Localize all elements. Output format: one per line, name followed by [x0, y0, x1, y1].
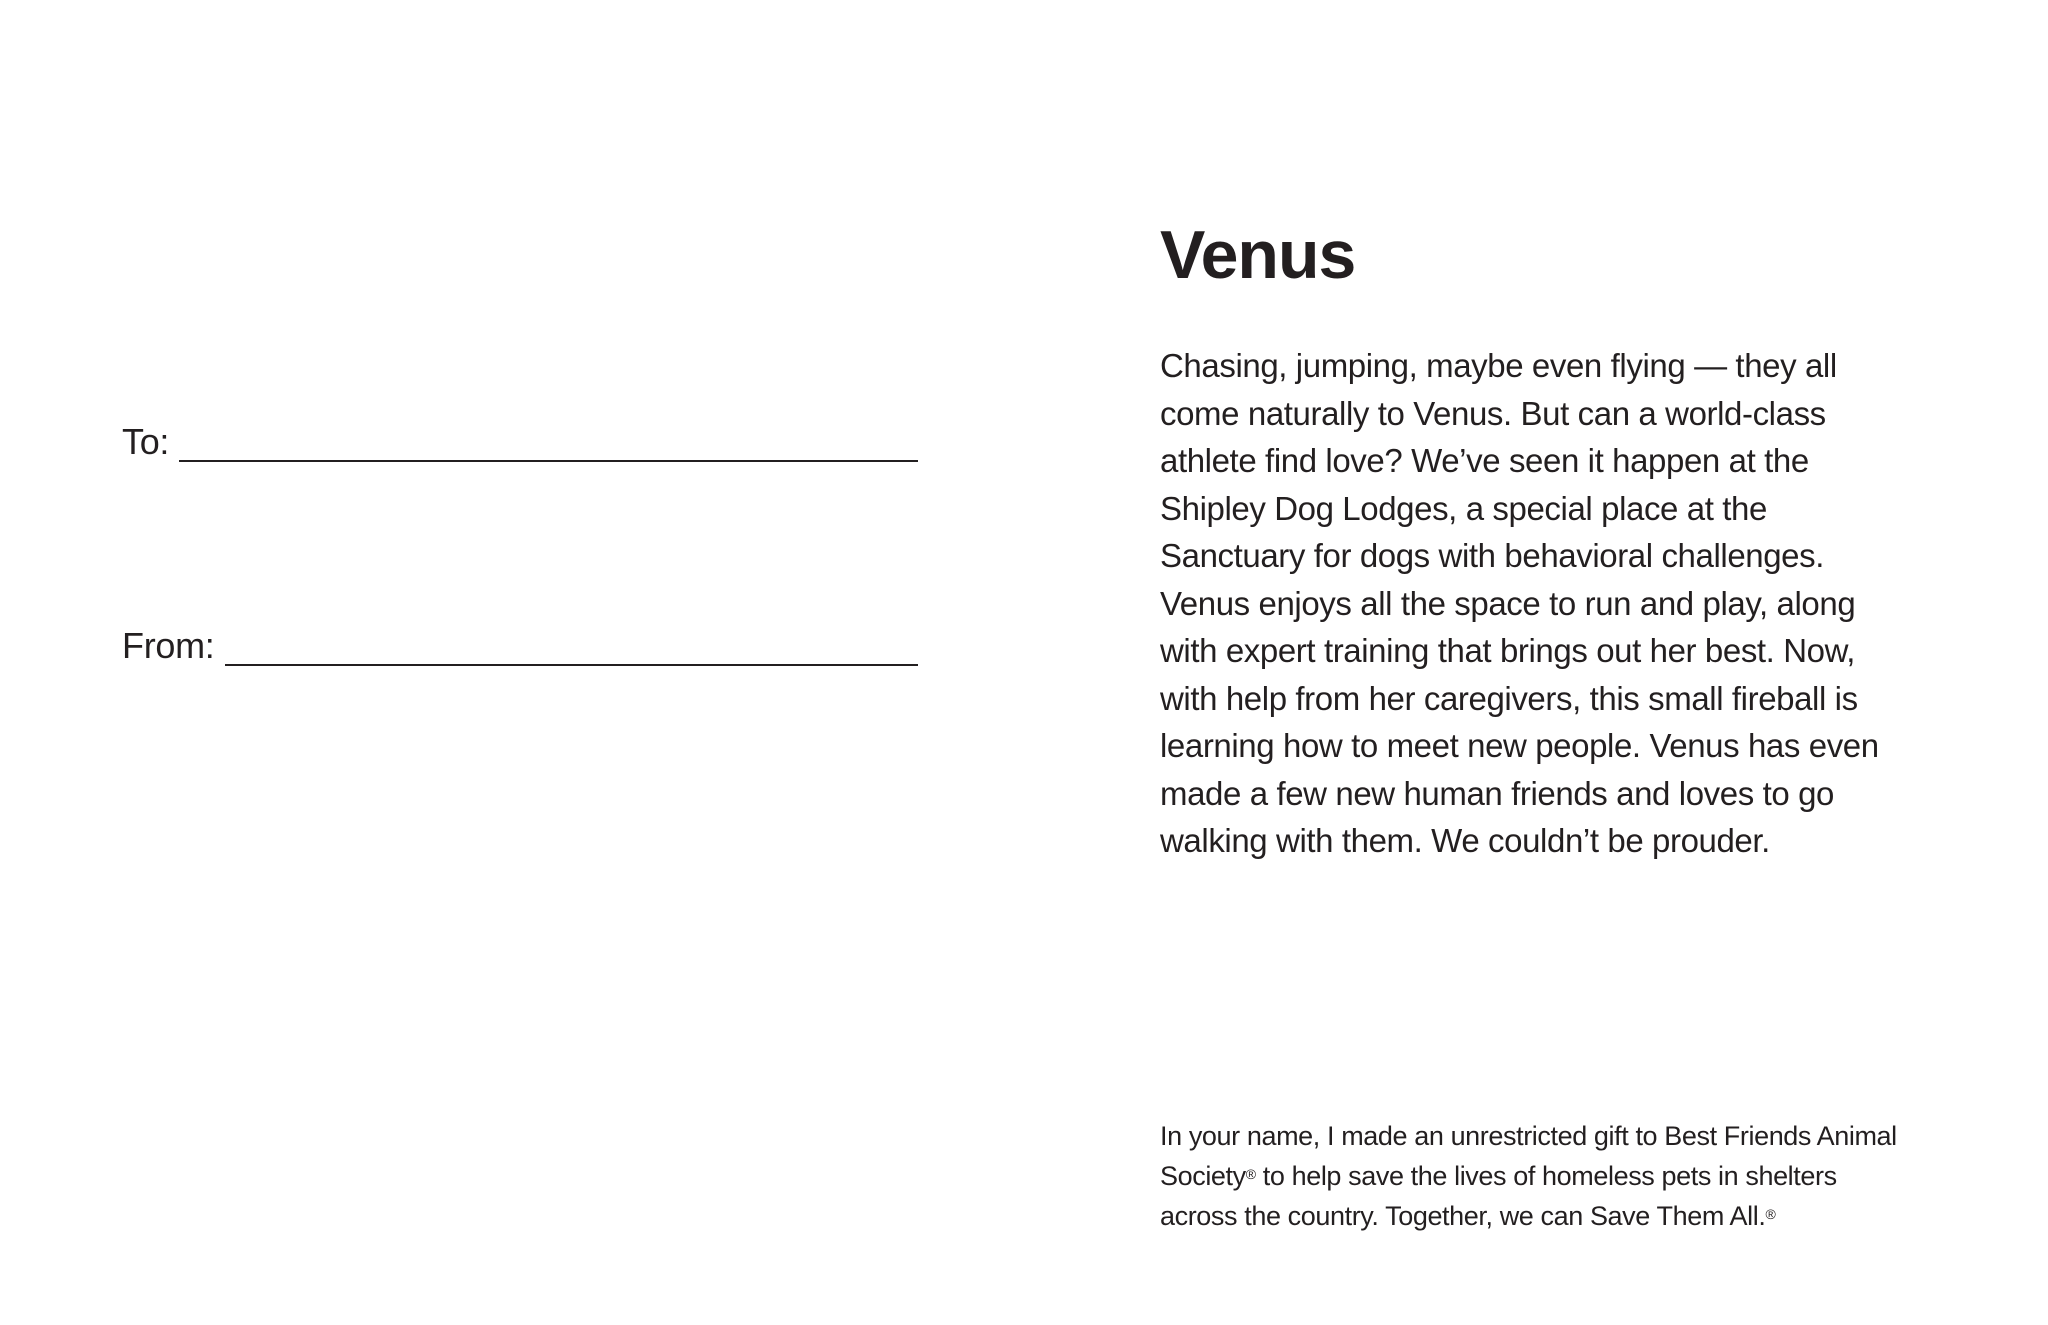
to-write-line [179, 459, 918, 462]
gift-note [1160, 1116, 1920, 1236]
registered-mark: ® [1765, 1206, 1776, 1222]
from-label: From: [122, 625, 215, 666]
registered-mark: ® [1245, 1166, 1256, 1182]
from-write-line [225, 663, 919, 666]
dog-name-heading: Venus [1160, 217, 1356, 293]
gift-note-text-2: to help save the lives of homeless pets in shelters across the country. Together, we can Save Them All. [1160, 1161, 1837, 1231]
to-label: To: [122, 421, 170, 462]
to-field-row [122, 408, 918, 468]
gift-note-text-1: In your name, I made an unrestricted gift to Best Friends Animal Society [1160, 1121, 1897, 1191]
from-field-row [122, 612, 918, 672]
dog-story-paragraph: Chasing, jumping, maybe even flying — they all come naturally to Venus. But can a world-class athlete find love? We’ve seen it happen at the Shipley Dog Lodges, a special place at the Sanctuary for dogs with behavioral challenges. Venus enjoys all the space to run and play, along with expert training that brings out her best. Now, with help from her caregivers, this small fireball is learning how to meet new people. Venus has even made a few new human friends and loves to go walking with them. We couldn’t be prouder. [1160, 347, 1879, 859]
